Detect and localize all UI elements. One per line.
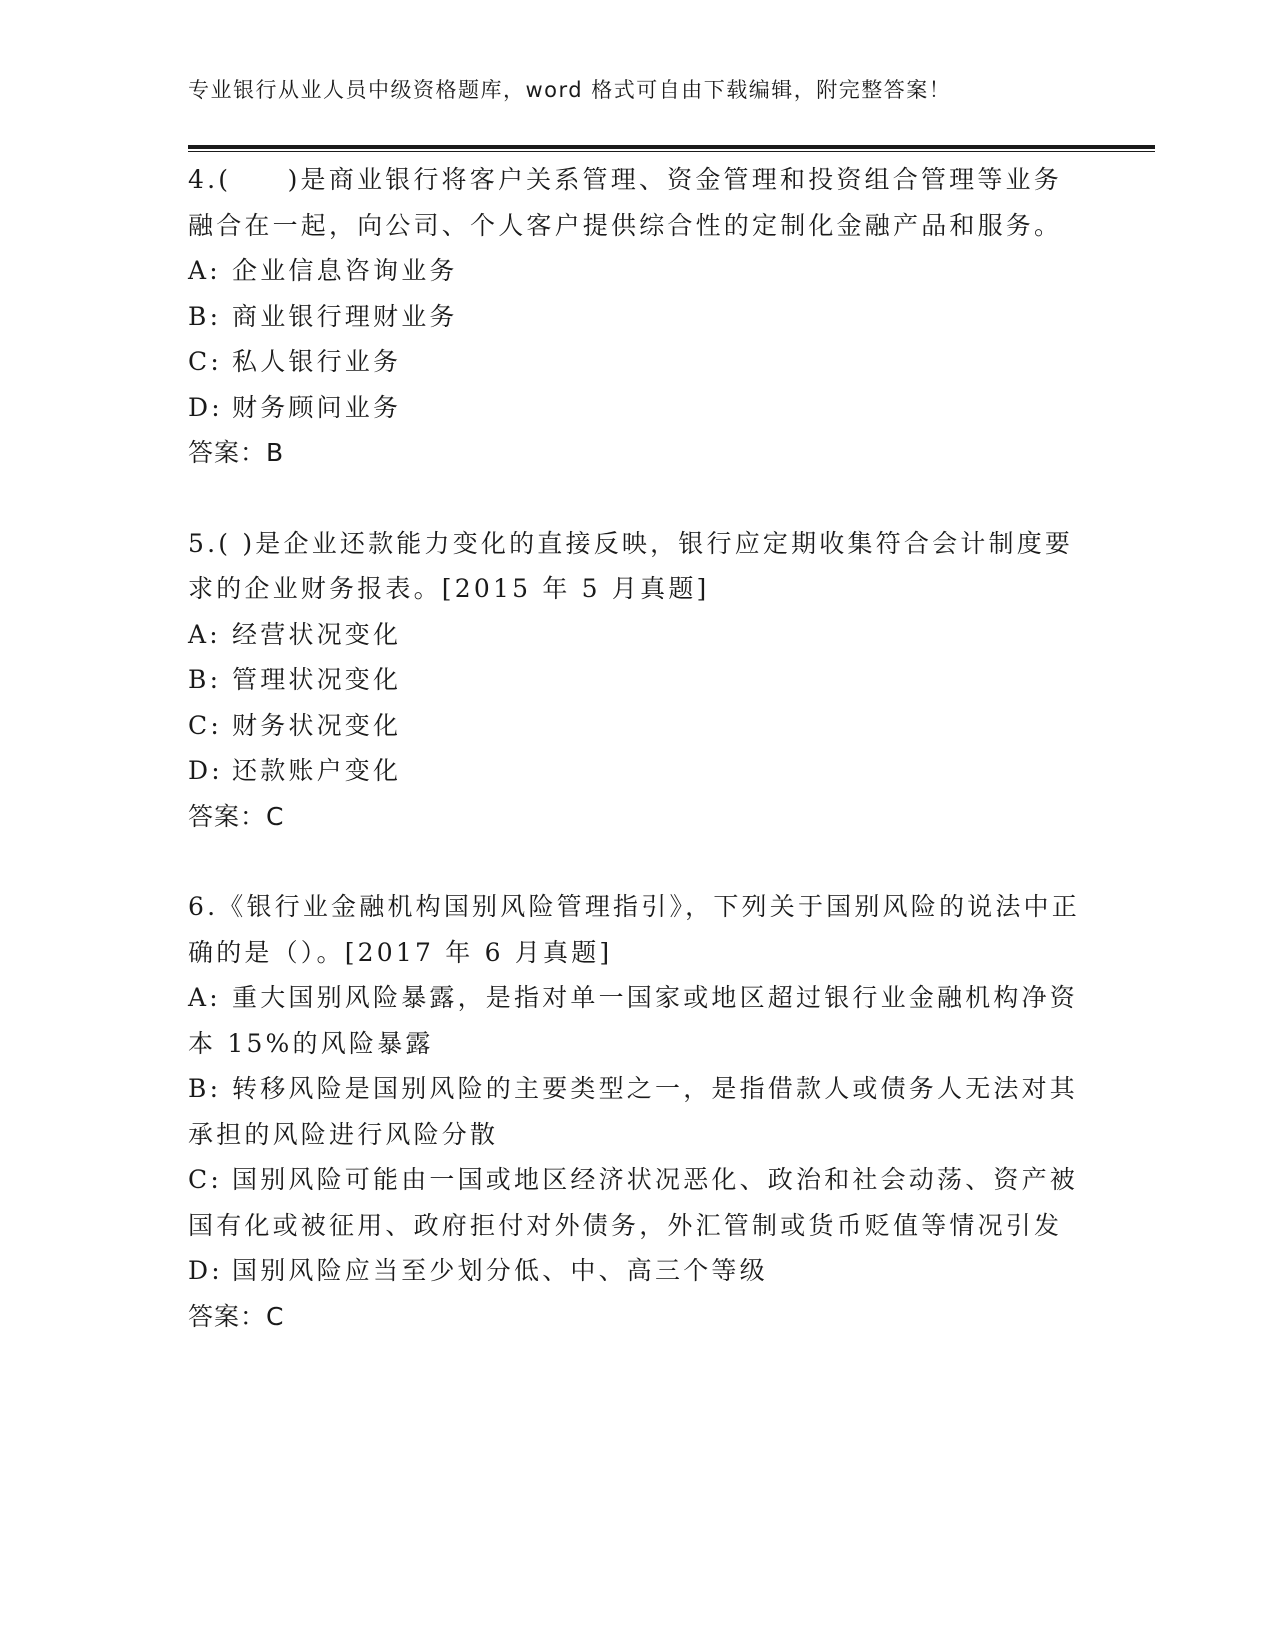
header-rule-thick	[188, 145, 1155, 149]
option-text: 还款账户变化	[232, 756, 402, 785]
question-stem: 6.《银行业金融机构国别风险管理指引》，下列关于国别风险的说法中正确的是（）。[2017 年 6 月真题]	[188, 892, 1080, 967]
question-stem: 5.( )是企业还款能力变化的直接反映，银行应定期收集符合会计制度要求的企业财务报表。[2015 年 5 月真题]	[188, 528, 1074, 603]
option-a	[188, 248, 1088, 294]
header-rule-thin	[188, 151, 1155, 152]
question-stem: 4.( )是商业银行将客户关系管理、资金管理和投资组合管理等业务融合在一起，向公司、个人客户提供综合性的定制化金融产品和服务。	[188, 165, 1063, 240]
option-text: 企业信息咨询业务	[232, 256, 458, 285]
option-key: B:	[188, 665, 222, 694]
option-text: 重大国别风险暴露，是指对单一国家或地区超过银行业金融机构净资本 15%的风险暴露	[188, 983, 1079, 1058]
option-key: C:	[188, 1165, 222, 1194]
option-key: B:	[188, 301, 222, 331]
question-6	[188, 884, 1088, 1339]
option-text: 财务顾问业务	[232, 392, 402, 422]
answer-label: 答案：C	[188, 1301, 285, 1331]
question-spacer	[188, 839, 1088, 884]
option-d	[188, 748, 1088, 794]
option-key: D:	[188, 1256, 223, 1285]
option-key: C:	[188, 347, 222, 376]
question-list	[188, 157, 1088, 1339]
option-text: 国别风险应当至少划分低、中、高三个等级	[232, 1256, 768, 1285]
option-key: D:	[188, 392, 223, 422]
option-key: A:	[188, 983, 221, 1012]
option-key: D:	[188, 756, 223, 785]
option-key: B:	[188, 1074, 222, 1103]
option-a	[188, 975, 1088, 1066]
option-text: 私人银行业务	[232, 347, 402, 376]
question-4	[188, 157, 1088, 476]
page-header: 专业银行从业人员中级资格题库，word 格式可自由下载编辑，附完整答案！	[188, 78, 952, 102]
option-text: 经营状况变化	[232, 619, 402, 649]
option-b	[188, 1066, 1088, 1157]
option-c	[188, 703, 1088, 749]
option-text: 财务状况变化	[232, 710, 402, 740]
option-text: 商业银行理财业务	[232, 301, 458, 331]
question-5	[188, 521, 1088, 840]
option-c	[188, 339, 1088, 385]
option-text: 国别风险可能由一国或地区经济状况恶化、政治和社会动荡、资产被国有化或被征用、政府拒付对外债务，外汇管制或货币贬值等情况引发	[188, 1165, 1079, 1240]
option-text: 管理状况变化	[232, 665, 402, 694]
option-d	[188, 1248, 1088, 1294]
option-key: A:	[188, 619, 221, 649]
answer-label: 答案：C	[188, 801, 285, 831]
answer-label: 答案：B	[188, 438, 285, 467]
option-b	[188, 294, 1088, 340]
option-a	[188, 612, 1088, 658]
option-key: A:	[188, 256, 221, 285]
option-key: C:	[188, 710, 222, 740]
option-c	[188, 1157, 1088, 1248]
option-d	[188, 385, 1088, 431]
option-text: 转移风险是国别风险的主要类型之一，是指借款人或债务人无法对其承担的风险进行风险分散	[188, 1074, 1079, 1149]
option-b	[188, 657, 1088, 703]
question-spacer	[188, 476, 1088, 521]
